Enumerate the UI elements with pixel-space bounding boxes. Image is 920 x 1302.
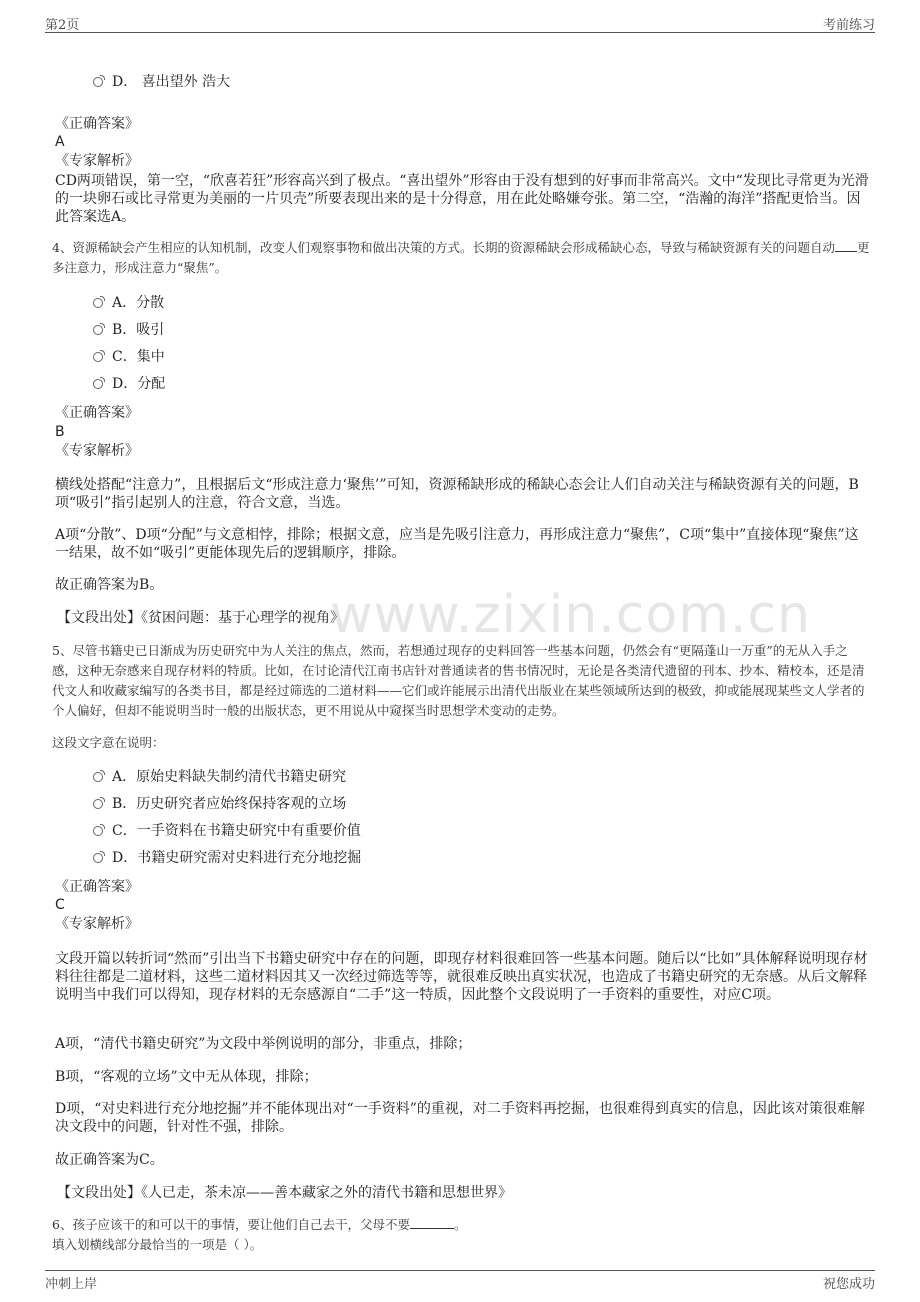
- q5-analysis-p3: B项，“客观的立场”文中无从体现，排除；: [55, 1069, 318, 1085]
- q5-answer-label: 《正确答案》: [55, 879, 139, 895]
- radio-icon[interactable]: [93, 325, 103, 335]
- radio-icon[interactable]: [93, 298, 103, 308]
- footer-right: 祝您成功: [822, 1277, 875, 1292]
- header-title: 考前练习: [822, 18, 875, 33]
- q4-analysis-p1: 横线处搭配“注意力”，且根据后文“形成注意力‘聚焦’”可知，资源稀缺形成的稀缺心态会让人们自动关注与稀缺资源有关的问题，B项“吸引”指引起别人的注意，符合文意，当选。: [55, 477, 859, 511]
- q4-stem: 4、资源稀缺会产生相应的认知机制，改变人们观察事物和做出决策的方式。长期的资源稀缺会形成稀缺心态，导致与稀缺资源有关的问题自动 更多注意力，形成注意力“聚焦”。: [52, 240, 870, 275]
- q5-analysis-p5: 故正确答案为C。: [55, 1152, 164, 1168]
- radio-icon[interactable]: [93, 826, 103, 836]
- q4-answer-label: 《正确答案》: [55, 405, 139, 421]
- radio-icon[interactable]: [93, 77, 103, 87]
- q4-analysis-p2: A项“分散”、D项“分配”与文意相悖，排除；根据文意，应当是先吸引注意力，再形成注意力“聚焦”，C项“集中”直接体现“聚焦”这一结果，故不如“吸引”更能体现先后的逻辑顺序，排除。: [55, 527, 859, 561]
- q5-option-c[interactable]: C．一手资料在书籍史研究中有重要价值: [93, 821, 361, 841]
- q6-prompt: 填入划横线部分最恰当的一项是（ ）。: [52, 1237, 263, 1252]
- q4-option-c[interactable]: C．集中: [93, 347, 165, 367]
- q4-option-d[interactable]: D．分配: [93, 374, 165, 394]
- q4-analysis-label: 《专家解析》: [55, 443, 139, 459]
- q6-stem: 6、孩子应该干的和可以干的事情，要让他们自己去干，父母不要 。: [52, 1217, 467, 1232]
- q4-option-b[interactable]: B．吸引: [93, 320, 164, 340]
- watermark: www.zixin.com.cn: [330, 585, 811, 645]
- q3-option-d[interactable]: D． 喜出望外 浩大: [93, 72, 230, 92]
- answer-blank: [410, 1216, 454, 1229]
- q5-analysis-p1: 文段开篇以转折词“然而”引出当下书籍史研究中存在的问题，即现存材料很难回答一些基本问题。随后以“比如”具体解释说明现存材料往往都是二道材料，这些二道材料因其又一次经过筛选等等，就很难反映出真实状况，也造成了书籍史研究的无奈感。从后文解释说明当中我们可以得知，现存材料的无奈感源自“二手”这一特质，因此整个文段说明了一手资料的重要性，对应C项。: [55, 951, 868, 1003]
- q4-option-a[interactable]: A．分散: [93, 293, 164, 313]
- answer-blank: [835, 239, 857, 252]
- q5-option-b[interactable]: B．历史研究者应始终保持客观的立场: [93, 794, 346, 814]
- q5-answer: C: [55, 897, 65, 913]
- radio-icon[interactable]: [93, 352, 103, 362]
- q4-source: 【文段出处】《贫困问题：基于心理学的视角》: [57, 610, 344, 626]
- q5-analysis-p4: D项，“对史料进行充分地挖掘”并不能体现出对“一手资料”的重视，对二手资料再挖掘，也很难得到真实的信息，因此该对策很难解决文段中的问题，针对性不强，排除。: [55, 1101, 865, 1135]
- q5-stem: 5、尽管书籍史已日渐成为历史研究中为人关注的焦点，然而，若想通过现存的史料回答一些基本问题，仍然会有“更隔蓬山一万重”的无从入手之感，这种无奈感来自现存材料的特质。比如，在讨论清代江南书店针对普通读者的售书情况时，无论是各类清代遗留的刊本、抄本、精校本，还是清代文人和收藏家编写的各类书目，都是经过筛选的二道材料——它们或许能展示出清代出版业在某些领域所达到的极致，抑或能展现某些文人学者的个人偏好，但却不能说明当时一般的出版状态，更不用说从中窥探当时思想学术变动的走势。: [52, 643, 865, 718]
- radio-icon[interactable]: [93, 853, 103, 863]
- q3-answer: A: [55, 134, 65, 150]
- q5-source: 【文段出处】《人已走，茶未凉——善本藏家之外的清代书籍和思想世界》: [57, 1185, 512, 1201]
- q4-analysis-p3: 故正确答案为B。: [55, 577, 164, 593]
- q5-option-a[interactable]: A．原始史料缺失制约清代书籍史研究: [93, 767, 346, 787]
- q3-answer-label: 《正确答案》: [55, 116, 139, 132]
- q4-answer: B: [55, 424, 65, 440]
- radio-icon[interactable]: [93, 772, 103, 782]
- q5-prompt: 这段文字意在说明：: [52, 735, 165, 750]
- page-header: [45, 12, 875, 33]
- radio-icon[interactable]: [93, 379, 103, 389]
- q5-analysis-p2: A项，“清代书籍史研究”为文段中举例说明的部分，非重点，排除；: [55, 1036, 472, 1052]
- radio-icon[interactable]: [93, 799, 103, 809]
- q5-option-d[interactable]: D．书籍史研究需对史料进行充分地挖掘: [93, 848, 361, 868]
- footer-left: 冲刺上岸: [45, 1277, 98, 1292]
- q3-analysis-label: 《专家解析》: [55, 153, 139, 169]
- q3-analysis-text: CD两项错误，第一空，“欣喜若狂”形容高兴到了极点。“喜出望外”形容由于没有想到的好事而非常高兴。文中“发现比寻常更为光滑的一块卵石或比寻常更为美丽的一片贝壳”所要表现出来的是十分得意，用在此处略嫌夸张。第二空，“浩瀚的海洋”搭配更恰当。因此答案选A。: [55, 173, 869, 225]
- page-footer: [45, 1270, 875, 1293]
- q5-analysis-label: 《专家解析》: [55, 916, 139, 932]
- page-number: 第2页: [45, 18, 80, 33]
